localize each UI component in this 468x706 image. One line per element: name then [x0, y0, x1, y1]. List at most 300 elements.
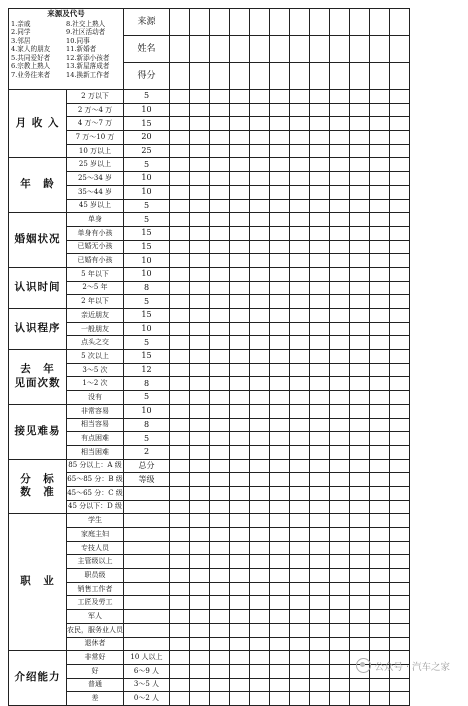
entry-cell[interactable]	[370, 596, 390, 610]
entry-cell[interactable]	[270, 336, 290, 350]
entry-cell[interactable]	[270, 172, 290, 186]
entry-cell[interactable]	[230, 185, 250, 199]
entry-cell[interactable]	[230, 213, 250, 227]
entry-cell[interactable]	[210, 528, 230, 542]
entry-cell[interactable]	[350, 418, 370, 432]
entry-cell[interactable]	[230, 678, 250, 692]
entry-cell[interactable]	[230, 36, 250, 63]
entry-cell[interactable]	[390, 322, 410, 336]
entry-cell[interactable]	[250, 418, 270, 432]
entry-cell[interactable]	[230, 692, 250, 706]
entry-cell[interactable]	[190, 596, 210, 610]
entry-cell[interactable]	[330, 596, 350, 610]
entry-cell[interactable]	[390, 432, 410, 446]
entry-cell[interactable]	[290, 90, 310, 104]
entry-cell[interactable]	[230, 596, 250, 610]
entry-cell[interactable]	[190, 486, 210, 500]
entry-cell[interactable]	[170, 336, 190, 350]
entry-cell[interactable]	[170, 473, 190, 487]
entry-cell[interactable]	[270, 473, 290, 487]
entry-cell[interactable]	[350, 692, 370, 706]
entry-cell[interactable]	[350, 131, 370, 145]
entry-cell[interactable]	[210, 36, 230, 63]
entry-cell[interactable]	[370, 131, 390, 145]
entry-cell[interactable]	[210, 582, 230, 596]
entry-cell[interactable]	[190, 363, 210, 377]
entry-cell[interactable]	[290, 404, 310, 418]
entry-cell[interactable]	[190, 377, 210, 391]
entry-cell[interactable]	[170, 281, 190, 295]
entry-cell[interactable]	[350, 117, 370, 131]
entry-cell[interactable]	[230, 391, 250, 405]
entry-cell[interactable]	[250, 500, 270, 514]
entry-cell[interactable]	[230, 555, 250, 569]
entry-cell[interactable]	[370, 500, 390, 514]
entry-cell[interactable]	[210, 185, 230, 199]
entry-cell[interactable]	[390, 226, 410, 240]
entry-cell[interactable]	[350, 363, 370, 377]
entry-cell[interactable]	[190, 623, 210, 637]
entry-cell[interactable]	[290, 172, 310, 186]
entry-cell[interactable]	[190, 131, 210, 145]
entry-cell[interactable]	[290, 651, 310, 665]
entry-cell[interactable]	[230, 267, 250, 281]
entry-cell[interactable]	[170, 459, 190, 473]
entry-cell[interactable]	[250, 596, 270, 610]
entry-cell[interactable]	[370, 582, 390, 596]
entry-cell[interactable]	[170, 309, 190, 323]
entry-cell[interactable]	[350, 678, 370, 692]
entry-cell[interactable]	[230, 295, 250, 309]
entry-cell[interactable]	[250, 90, 270, 104]
entry-cell[interactable]	[310, 240, 330, 254]
entry-cell[interactable]	[190, 336, 210, 350]
entry-cell[interactable]	[370, 404, 390, 418]
entry-cell[interactable]	[230, 158, 250, 172]
entry-cell[interactable]	[270, 569, 290, 583]
entry-cell[interactable]	[370, 459, 390, 473]
entry-cell[interactable]	[270, 240, 290, 254]
entry-cell[interactable]	[390, 486, 410, 500]
entry-cell[interactable]	[390, 172, 410, 186]
entry-cell[interactable]	[310, 664, 330, 678]
entry-cell[interactable]	[330, 254, 350, 268]
entry-cell[interactable]	[250, 158, 270, 172]
entry-cell[interactable]	[350, 445, 370, 459]
entry-cell[interactable]	[210, 295, 230, 309]
entry-cell[interactable]	[190, 295, 210, 309]
entry-cell[interactable]	[210, 404, 230, 418]
entry-cell[interactable]	[210, 90, 230, 104]
entry-cell[interactable]	[170, 555, 190, 569]
entry-cell[interactable]	[330, 9, 350, 36]
entry-cell[interactable]	[250, 637, 270, 651]
entry-cell[interactable]	[210, 541, 230, 555]
entry-cell[interactable]	[390, 131, 410, 145]
entry-cell[interactable]	[270, 281, 290, 295]
entry-cell[interactable]	[290, 637, 310, 651]
entry-cell[interactable]	[170, 117, 190, 131]
entry-cell[interactable]	[190, 404, 210, 418]
entry-cell[interactable]	[270, 541, 290, 555]
entry-cell[interactable]	[330, 336, 350, 350]
entry-cell[interactable]	[230, 103, 250, 117]
entry-cell[interactable]	[270, 432, 290, 446]
entry-cell[interactable]	[230, 90, 250, 104]
entry-cell[interactable]	[190, 637, 210, 651]
entry-cell[interactable]	[190, 459, 210, 473]
entry-cell[interactable]	[290, 692, 310, 706]
entry-cell[interactable]	[190, 158, 210, 172]
entry-cell[interactable]	[190, 103, 210, 117]
entry-cell[interactable]	[330, 473, 350, 487]
entry-cell[interactable]	[330, 651, 350, 665]
entry-cell[interactable]	[350, 185, 370, 199]
entry-cell[interactable]	[350, 637, 370, 651]
entry-cell[interactable]	[270, 664, 290, 678]
entry-cell[interactable]	[210, 363, 230, 377]
entry-cell[interactable]	[310, 185, 330, 199]
entry-cell[interactable]	[310, 322, 330, 336]
entry-cell[interactable]	[250, 226, 270, 240]
entry-cell[interactable]	[310, 596, 330, 610]
entry-cell[interactable]	[350, 199, 370, 213]
entry-cell[interactable]	[390, 473, 410, 487]
entry-cell[interactable]	[170, 322, 190, 336]
entry-cell[interactable]	[250, 432, 270, 446]
entry-cell[interactable]	[370, 336, 390, 350]
entry-cell[interactable]	[210, 267, 230, 281]
entry-cell[interactable]	[370, 281, 390, 295]
entry-cell[interactable]	[170, 240, 190, 254]
entry-cell[interactable]	[390, 199, 410, 213]
entry-cell[interactable]	[230, 445, 250, 459]
entry-cell[interactable]	[370, 117, 390, 131]
entry-cell[interactable]	[390, 418, 410, 432]
entry-cell[interactable]	[350, 432, 370, 446]
entry-cell[interactable]	[330, 309, 350, 323]
entry-cell[interactable]	[330, 541, 350, 555]
entry-cell[interactable]	[310, 309, 330, 323]
entry-cell[interactable]	[190, 514, 210, 528]
entry-cell[interactable]	[210, 336, 230, 350]
entry-cell[interactable]	[210, 432, 230, 446]
entry-cell[interactable]	[170, 569, 190, 583]
entry-cell[interactable]	[270, 418, 290, 432]
entry-cell[interactable]	[270, 500, 290, 514]
entry-cell[interactable]	[170, 9, 190, 36]
entry-cell[interactable]	[390, 514, 410, 528]
entry-cell[interactable]	[390, 103, 410, 117]
entry-cell[interactable]	[330, 158, 350, 172]
entry-cell[interactable]	[310, 9, 330, 36]
entry-cell[interactable]	[230, 172, 250, 186]
entry-cell[interactable]	[270, 199, 290, 213]
entry-cell[interactable]	[370, 144, 390, 158]
entry-cell[interactable]	[350, 569, 370, 583]
entry-cell[interactable]	[210, 226, 230, 240]
entry-cell[interactable]	[270, 254, 290, 268]
entry-cell[interactable]	[230, 582, 250, 596]
entry-cell[interactable]	[270, 404, 290, 418]
entry-cell[interactable]	[310, 172, 330, 186]
entry-cell[interactable]	[190, 555, 210, 569]
entry-cell[interactable]	[310, 363, 330, 377]
entry-cell[interactable]	[270, 459, 290, 473]
entry-cell[interactable]	[250, 103, 270, 117]
entry-cell[interactable]	[310, 500, 330, 514]
entry-cell[interactable]	[310, 199, 330, 213]
entry-cell[interactable]	[270, 363, 290, 377]
entry-cell[interactable]	[190, 254, 210, 268]
entry-cell[interactable]	[210, 555, 230, 569]
entry-cell[interactable]	[390, 336, 410, 350]
entry-cell[interactable]	[390, 144, 410, 158]
entry-cell[interactable]	[310, 651, 330, 665]
entry-cell[interactable]	[210, 322, 230, 336]
entry-cell[interactable]	[230, 131, 250, 145]
entry-cell[interactable]	[270, 350, 290, 364]
entry-cell[interactable]	[350, 555, 370, 569]
entry-cell[interactable]	[210, 63, 230, 90]
entry-cell[interactable]	[350, 254, 370, 268]
entry-cell[interactable]	[370, 309, 390, 323]
entry-cell[interactable]	[170, 610, 190, 624]
entry-cell[interactable]	[290, 267, 310, 281]
entry-cell[interactable]	[190, 172, 210, 186]
entry-cell[interactable]	[290, 486, 310, 500]
entry-cell[interactable]	[290, 213, 310, 227]
entry-cell[interactable]	[270, 36, 290, 63]
entry-cell[interactable]	[210, 459, 230, 473]
entry-cell[interactable]	[370, 322, 390, 336]
entry-cell[interactable]	[330, 350, 350, 364]
entry-cell[interactable]	[310, 213, 330, 227]
entry-cell[interactable]	[290, 199, 310, 213]
entry-cell[interactable]	[370, 185, 390, 199]
entry-cell[interactable]	[290, 418, 310, 432]
entry-cell[interactable]	[330, 172, 350, 186]
entry-cell[interactable]	[250, 281, 270, 295]
entry-cell[interactable]	[230, 418, 250, 432]
entry-cell[interactable]	[330, 678, 350, 692]
entry-cell[interactable]	[330, 404, 350, 418]
entry-cell[interactable]	[170, 172, 190, 186]
entry-cell[interactable]	[190, 582, 210, 596]
entry-cell[interactable]	[170, 213, 190, 227]
entry-cell[interactable]	[290, 582, 310, 596]
entry-cell[interactable]	[270, 63, 290, 90]
entry-cell[interactable]	[390, 692, 410, 706]
entry-cell[interactable]	[350, 9, 370, 36]
entry-cell[interactable]	[330, 240, 350, 254]
entry-cell[interactable]	[210, 377, 230, 391]
entry-cell[interactable]	[330, 377, 350, 391]
entry-cell[interactable]	[250, 473, 270, 487]
entry-cell[interactable]	[250, 322, 270, 336]
entry-cell[interactable]	[270, 391, 290, 405]
entry-cell[interactable]	[310, 541, 330, 555]
entry-cell[interactable]	[350, 596, 370, 610]
entry-cell[interactable]	[170, 363, 190, 377]
entry-cell[interactable]	[170, 541, 190, 555]
entry-cell[interactable]	[230, 240, 250, 254]
entry-cell[interactable]	[170, 36, 190, 63]
entry-cell[interactable]	[370, 199, 390, 213]
entry-cell[interactable]	[390, 596, 410, 610]
entry-cell[interactable]	[390, 36, 410, 63]
entry-cell[interactable]	[350, 295, 370, 309]
entry-cell[interactable]	[250, 678, 270, 692]
entry-cell[interactable]	[250, 350, 270, 364]
entry-cell[interactable]	[330, 418, 350, 432]
entry-cell[interactable]	[270, 213, 290, 227]
entry-cell[interactable]	[210, 500, 230, 514]
entry-cell[interactable]	[250, 664, 270, 678]
entry-cell[interactable]	[270, 445, 290, 459]
entry-cell[interactable]	[310, 555, 330, 569]
entry-cell[interactable]	[270, 555, 290, 569]
entry-cell[interactable]	[170, 254, 190, 268]
entry-cell[interactable]	[370, 418, 390, 432]
entry-cell[interactable]	[370, 350, 390, 364]
entry-cell[interactable]	[230, 473, 250, 487]
entry-cell[interactable]	[310, 391, 330, 405]
entry-cell[interactable]	[250, 623, 270, 637]
entry-cell[interactable]	[390, 350, 410, 364]
entry-cell[interactable]	[290, 541, 310, 555]
entry-cell[interactable]	[170, 391, 190, 405]
entry-cell[interactable]	[250, 445, 270, 459]
entry-cell[interactable]	[170, 404, 190, 418]
entry-cell[interactable]	[210, 514, 230, 528]
entry-cell[interactable]	[350, 350, 370, 364]
entry-cell[interactable]	[290, 103, 310, 117]
entry-cell[interactable]	[230, 459, 250, 473]
entry-cell[interactable]	[230, 500, 250, 514]
entry-cell[interactable]	[310, 144, 330, 158]
entry-cell[interactable]	[270, 144, 290, 158]
entry-cell[interactable]	[370, 9, 390, 36]
entry-cell[interactable]	[350, 336, 370, 350]
entry-cell[interactable]	[330, 610, 350, 624]
entry-cell[interactable]	[330, 514, 350, 528]
entry-cell[interactable]	[230, 9, 250, 36]
entry-cell[interactable]	[210, 692, 230, 706]
entry-cell[interactable]	[250, 172, 270, 186]
entry-cell[interactable]	[350, 473, 370, 487]
entry-cell[interactable]	[290, 144, 310, 158]
entry-cell[interactable]	[310, 678, 330, 692]
entry-cell[interactable]	[230, 254, 250, 268]
entry-cell[interactable]	[250, 213, 270, 227]
entry-cell[interactable]	[210, 651, 230, 665]
entry-cell[interactable]	[270, 117, 290, 131]
entry-cell[interactable]	[250, 514, 270, 528]
entry-cell[interactable]	[310, 226, 330, 240]
entry-cell[interactable]	[310, 158, 330, 172]
entry-cell[interactable]	[310, 36, 330, 63]
entry-cell[interactable]	[330, 363, 350, 377]
entry-cell[interactable]	[190, 350, 210, 364]
entry-cell[interactable]	[390, 459, 410, 473]
entry-cell[interactable]	[330, 555, 350, 569]
entry-cell[interactable]	[190, 36, 210, 63]
entry-cell[interactable]	[370, 172, 390, 186]
entry-cell[interactable]	[390, 678, 410, 692]
entry-cell[interactable]	[390, 541, 410, 555]
entry-cell[interactable]	[330, 528, 350, 542]
entry-cell[interactable]	[190, 281, 210, 295]
entry-cell[interactable]	[350, 514, 370, 528]
entry-cell[interactable]	[230, 363, 250, 377]
entry-cell[interactable]	[310, 637, 330, 651]
entry-cell[interactable]	[390, 309, 410, 323]
entry-cell[interactable]	[250, 404, 270, 418]
entry-cell[interactable]	[250, 199, 270, 213]
entry-cell[interactable]	[250, 651, 270, 665]
entry-cell[interactable]	[390, 9, 410, 36]
entry-cell[interactable]	[250, 528, 270, 542]
entry-cell[interactable]	[370, 486, 390, 500]
entry-cell[interactable]	[210, 418, 230, 432]
entry-cell[interactable]	[170, 103, 190, 117]
entry-cell[interactable]	[190, 309, 210, 323]
entry-cell[interactable]	[390, 267, 410, 281]
entry-cell[interactable]	[170, 199, 190, 213]
entry-cell[interactable]	[170, 651, 190, 665]
entry-cell[interactable]	[370, 514, 390, 528]
entry-cell[interactable]	[270, 158, 290, 172]
entry-cell[interactable]	[390, 158, 410, 172]
entry-cell[interactable]	[190, 418, 210, 432]
entry-cell[interactable]	[390, 185, 410, 199]
entry-cell[interactable]	[390, 63, 410, 90]
entry-cell[interactable]	[390, 363, 410, 377]
entry-cell[interactable]	[250, 692, 270, 706]
entry-cell[interactable]	[350, 36, 370, 63]
entry-cell[interactable]	[250, 254, 270, 268]
entry-cell[interactable]	[230, 528, 250, 542]
entry-cell[interactable]	[250, 363, 270, 377]
entry-cell[interactable]	[330, 692, 350, 706]
entry-cell[interactable]	[290, 226, 310, 240]
entry-cell[interactable]	[190, 322, 210, 336]
entry-cell[interactable]	[270, 9, 290, 36]
entry-cell[interactable]	[330, 226, 350, 240]
entry-cell[interactable]	[230, 322, 250, 336]
entry-cell[interactable]	[310, 377, 330, 391]
entry-cell[interactable]	[390, 117, 410, 131]
entry-cell[interactable]	[190, 9, 210, 36]
entry-cell[interactable]	[170, 158, 190, 172]
entry-cell[interactable]	[230, 623, 250, 637]
entry-cell[interactable]	[290, 555, 310, 569]
entry-cell[interactable]	[210, 144, 230, 158]
entry-cell[interactable]	[250, 377, 270, 391]
entry-cell[interactable]	[350, 267, 370, 281]
entry-cell[interactable]	[330, 144, 350, 158]
entry-cell[interactable]	[290, 158, 310, 172]
entry-cell[interactable]	[330, 459, 350, 473]
entry-cell[interactable]	[250, 144, 270, 158]
entry-cell[interactable]	[270, 377, 290, 391]
entry-cell[interactable]	[250, 63, 270, 90]
entry-cell[interactable]	[190, 144, 210, 158]
entry-cell[interactable]	[370, 295, 390, 309]
entry-cell[interactable]	[270, 90, 290, 104]
entry-cell[interactable]	[290, 528, 310, 542]
